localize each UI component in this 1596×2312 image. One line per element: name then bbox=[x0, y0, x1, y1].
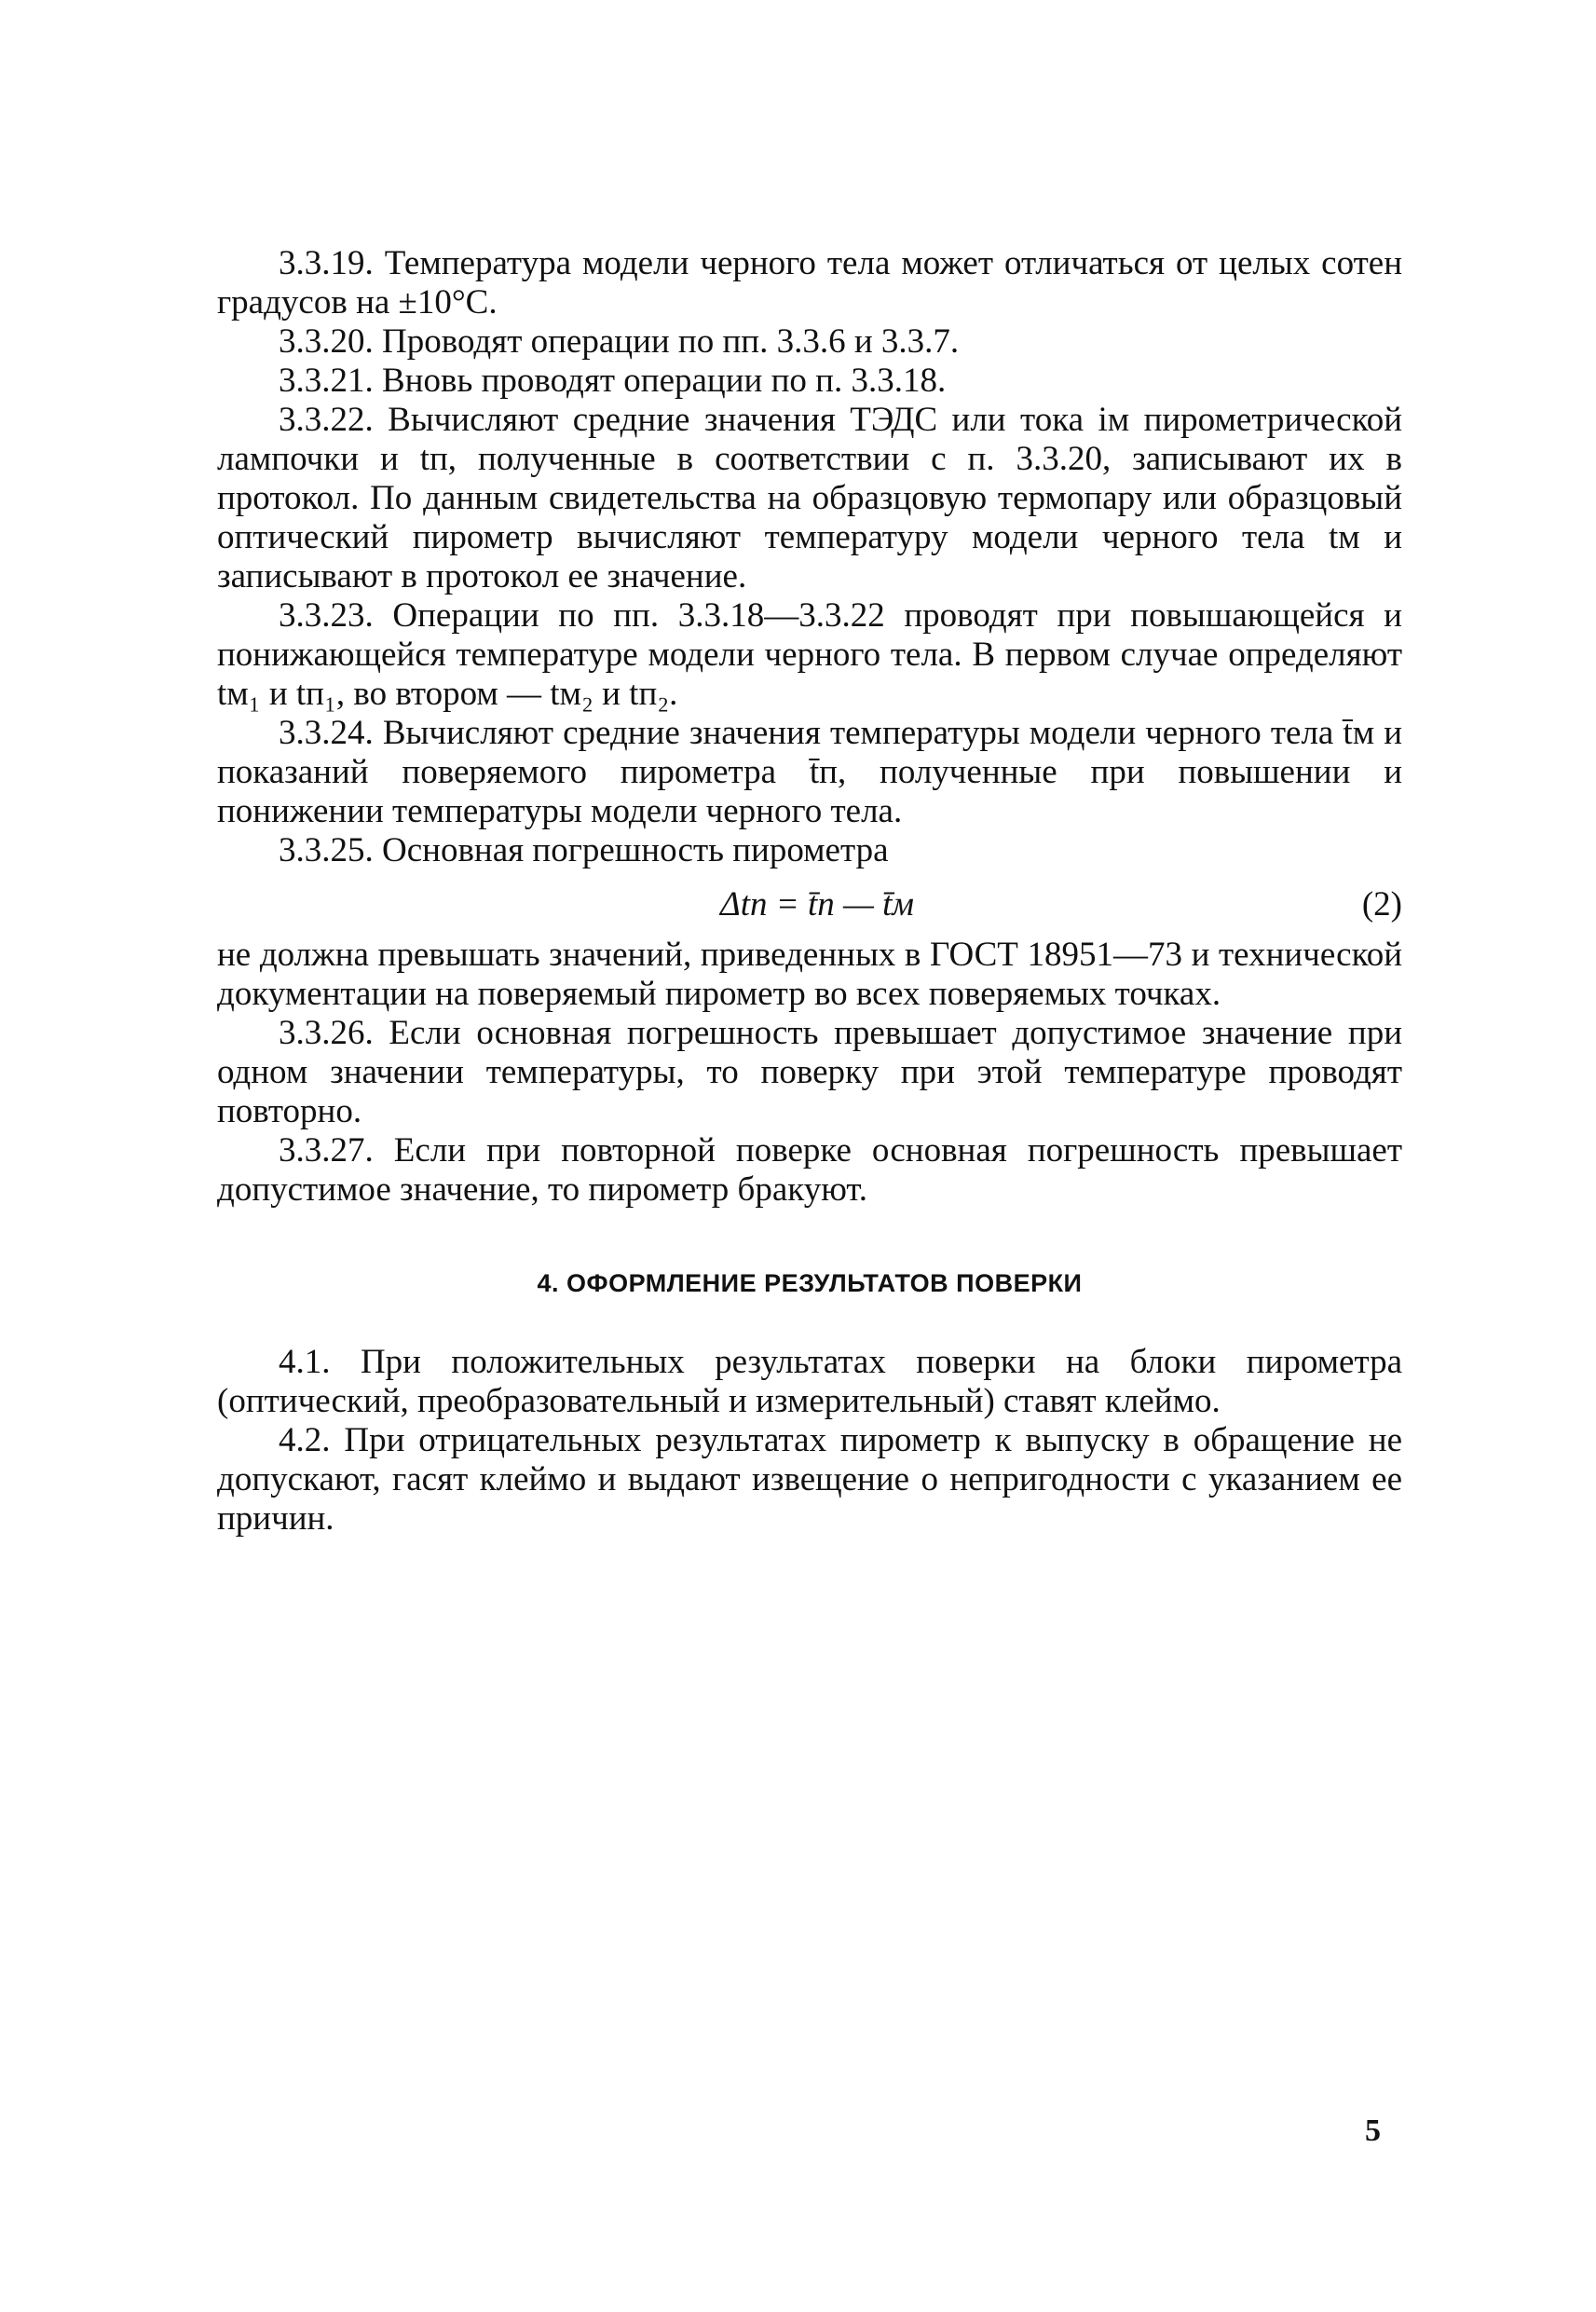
paragraph-4-2: 4.2. При отрицательных результатах пирометр к выпуску в обращение не допускают, гасят клеймо и выдают извещение о непригодности с указанием ее причин. bbox=[217, 1421, 1402, 1538]
formula-error: Δtп = t̄п — t̄м bbox=[720, 885, 915, 923]
paragraph-3-3-27: 3.3.27. Если при повторной поверке основная погрешность превышает допустимое значение, то пирометр бракуют. bbox=[217, 1131, 1402, 1209]
formula-row bbox=[217, 880, 1402, 930]
page-number: 5 bbox=[1365, 2114, 1381, 2148]
paragraph-3-3-22: 3.3.22. Вычисляют средние значения ТЭДС или тока iм пирометрической лампочки и tп, полученные в соответствии с п. 3.3.20, записывают их в протокол. По данным свидетельства на образцовую термопару или образцовый оптический пирометр вычисляют температуру модели черного тела tм и записывают в протокол ее значение. bbox=[217, 401, 1402, 595]
paragraph-3-3-23: 3.3.23. Операции по пп. 3.3.18—3.3.22 проводят при повышающейся и понижающейся температуре модели черного тела. В первом случае определяют tм₁ и tп₁, во втором — tм₂ и tп₂. bbox=[217, 596, 1402, 713]
paragraph-3-3-24: 3.3.24. Вычисляют средние значения температуры модели черного тела t̄м и показаний поверяемого пирометра t̄п, полученные при повышении и понижении температуры модели черного тела. bbox=[217, 714, 1402, 830]
page-content bbox=[217, 244, 1402, 1539]
paragraph-3-3-20: 3.3.20. Проводят операции по пп. 3.3.6 и 3.3.7. bbox=[279, 322, 960, 361]
paragraph-4-1: 4.1. При положительных результатах поверки на блоки пирометра (оптический, преобразовательный и измерительный) ставят клеймо. bbox=[217, 1343, 1402, 1420]
paragraph-3-3-21: 3.3.21. Вновь проводят операции по п. 3.3.18. bbox=[279, 362, 947, 400]
formula-number: (2) bbox=[1361, 885, 1402, 923]
paragraph-formula-continuation: не должна превышать значений, приведенных в ГОСТ 18951—73 и технической документации на поверяемый пирометр во всех поверяемых точках. bbox=[217, 936, 1402, 1013]
section-title: 4. ОФОРМЛЕНИЕ РЕЗУЛЬТАТОВ ПОВЕРКИ bbox=[537, 1269, 1083, 1297]
paragraph-3-3-19: 3.3.19. Температура модели черного тела может отличаться от целых сотен градусов на ±10°С. bbox=[217, 244, 1402, 321]
paragraph-3-3-26: 3.3.26. Если основная погрешность превышает допустимое значение при одном значении температуры, то поверку при этой температуре проводят повторно. bbox=[217, 1014, 1402, 1130]
paragraph-3-3-25: 3.3.25. Основная погрешность пирометра bbox=[279, 831, 889, 869]
